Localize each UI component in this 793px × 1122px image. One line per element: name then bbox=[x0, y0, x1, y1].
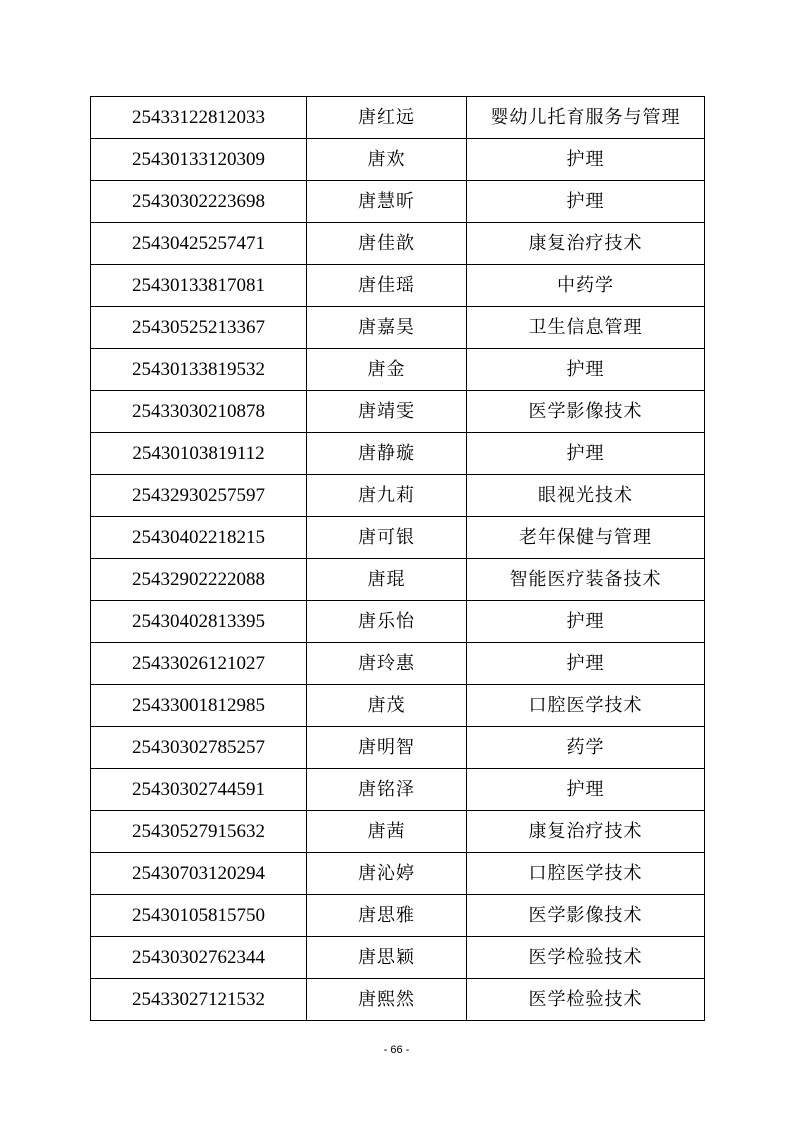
student-name-cell: 唐金 bbox=[307, 349, 467, 391]
student-id-cell: 25430402813395 bbox=[91, 601, 307, 643]
table-row bbox=[91, 181, 705, 223]
roster-table-body bbox=[91, 97, 705, 1021]
student-id-cell: 25433122812033 bbox=[91, 97, 307, 139]
table-row bbox=[91, 223, 705, 265]
major-cell: 护理 bbox=[467, 601, 705, 643]
major-cell: 口腔医学技术 bbox=[467, 853, 705, 895]
major-cell: 眼视光技术 bbox=[467, 475, 705, 517]
table-row bbox=[91, 559, 705, 601]
student-id-cell: 25430133817081 bbox=[91, 265, 307, 307]
major-cell: 药学 bbox=[467, 727, 705, 769]
table-row bbox=[91, 475, 705, 517]
student-name-cell: 唐静璇 bbox=[307, 433, 467, 475]
major-cell: 医学检验技术 bbox=[467, 979, 705, 1021]
major-cell: 医学影像技术 bbox=[467, 895, 705, 937]
major-cell: 康复治疗技术 bbox=[467, 223, 705, 265]
table-row bbox=[91, 307, 705, 349]
student-id-cell: 25430302223698 bbox=[91, 181, 307, 223]
major-cell: 中药学 bbox=[467, 265, 705, 307]
student-name-cell: 唐熙然 bbox=[307, 979, 467, 1021]
student-name-cell: 唐可银 bbox=[307, 517, 467, 559]
student-id-cell: 25430103819112 bbox=[91, 433, 307, 475]
student-name-cell: 唐茂 bbox=[307, 685, 467, 727]
student-name-cell: 唐沁婷 bbox=[307, 853, 467, 895]
major-cell: 护理 bbox=[467, 181, 705, 223]
table-row bbox=[91, 517, 705, 559]
page-number: - 66 - bbox=[383, 1044, 410, 1056]
student-id-cell: 25430402218215 bbox=[91, 517, 307, 559]
student-id-cell: 25430133120309 bbox=[91, 139, 307, 181]
table-row bbox=[91, 853, 705, 895]
table-row bbox=[91, 979, 705, 1021]
student-id-cell: 25433030210878 bbox=[91, 391, 307, 433]
student-id-cell: 25430302785257 bbox=[91, 727, 307, 769]
student-name-cell: 唐红远 bbox=[307, 97, 467, 139]
student-id-cell: 25430703120294 bbox=[91, 853, 307, 895]
table-row bbox=[91, 391, 705, 433]
major-cell: 口腔医学技术 bbox=[467, 685, 705, 727]
major-cell: 卫生信息管理 bbox=[467, 307, 705, 349]
student-id-cell: 25430302744591 bbox=[91, 769, 307, 811]
student-id-cell: 25430105815750 bbox=[91, 895, 307, 937]
student-name-cell: 唐思雅 bbox=[307, 895, 467, 937]
table-row bbox=[91, 265, 705, 307]
table-row bbox=[91, 727, 705, 769]
student-name-cell: 唐明智 bbox=[307, 727, 467, 769]
student-name-cell: 唐思颖 bbox=[307, 937, 467, 979]
student-name-cell: 唐慧昕 bbox=[307, 181, 467, 223]
student-roster-table bbox=[90, 96, 705, 1021]
table-row bbox=[91, 895, 705, 937]
major-cell: 护理 bbox=[467, 769, 705, 811]
student-name-cell: 唐嘉昊 bbox=[307, 307, 467, 349]
student-name-cell: 唐铭泽 bbox=[307, 769, 467, 811]
student-id-cell: 25433001812985 bbox=[91, 685, 307, 727]
major-cell: 智能医疗装备技术 bbox=[467, 559, 705, 601]
major-cell: 医学检验技术 bbox=[467, 937, 705, 979]
table-row bbox=[91, 643, 705, 685]
major-cell: 护理 bbox=[467, 643, 705, 685]
table-row bbox=[91, 811, 705, 853]
table-row bbox=[91, 349, 705, 391]
major-cell: 康复治疗技术 bbox=[467, 811, 705, 853]
student-name-cell: 唐琨 bbox=[307, 559, 467, 601]
table-row bbox=[91, 685, 705, 727]
student-name-cell: 唐乐怡 bbox=[307, 601, 467, 643]
table-row bbox=[91, 97, 705, 139]
student-id-cell: 25430525213367 bbox=[91, 307, 307, 349]
major-cell: 医学影像技术 bbox=[467, 391, 705, 433]
student-name-cell: 唐九莉 bbox=[307, 475, 467, 517]
student-name-cell: 唐玲惠 bbox=[307, 643, 467, 685]
major-cell: 护理 bbox=[467, 139, 705, 181]
major-cell: 护理 bbox=[467, 433, 705, 475]
table-row bbox=[91, 433, 705, 475]
student-id-cell: 25433026121027 bbox=[91, 643, 307, 685]
table-row bbox=[91, 937, 705, 979]
student-name-cell: 唐佳歆 bbox=[307, 223, 467, 265]
student-name-cell: 唐茜 bbox=[307, 811, 467, 853]
table-row bbox=[91, 769, 705, 811]
table-row bbox=[91, 139, 705, 181]
major-cell: 老年保健与管理 bbox=[467, 517, 705, 559]
student-id-cell: 25430133819532 bbox=[91, 349, 307, 391]
student-id-cell: 25430425257471 bbox=[91, 223, 307, 265]
student-id-cell: 25432902222088 bbox=[91, 559, 307, 601]
student-id-cell: 25430302762344 bbox=[91, 937, 307, 979]
student-id-cell: 25430527915632 bbox=[91, 811, 307, 853]
table-row bbox=[91, 601, 705, 643]
student-name-cell: 唐靖雯 bbox=[307, 391, 467, 433]
major-cell: 护理 bbox=[467, 349, 705, 391]
major-cell: 婴幼儿托育服务与管理 bbox=[467, 97, 705, 139]
student-id-cell: 25433027121532 bbox=[91, 979, 307, 1021]
student-name-cell: 唐欢 bbox=[307, 139, 467, 181]
student-id-cell: 25432930257597 bbox=[91, 475, 307, 517]
student-name-cell: 唐佳瑶 bbox=[307, 265, 467, 307]
